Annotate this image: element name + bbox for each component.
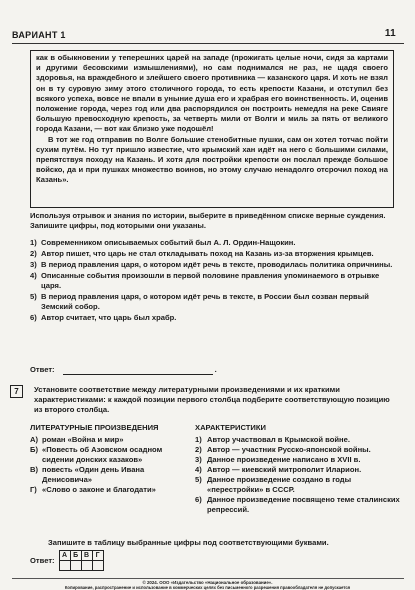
- q7-left-item: [30, 435, 180, 445]
- q7-answer-row: [30, 550, 104, 571]
- q6-intro: [30, 211, 398, 231]
- q7-answer-cell[interactable]: [92, 561, 103, 571]
- q7-table-letter: Б: [70, 551, 81, 561]
- footer-divider: [12, 578, 404, 579]
- source-paragraph-2: В тот же год отправив по Волге большие стенобитные пушки, сам он хотел тотчас пойти сухим путём. Но тут пришло известие, что крымский хан идёт на него с большими силами, препятствуя походу на Казань. И хотя для постройки крепости он послал прежде большое войско, да и при пушках множество воинов, но этому случаю ненадолго отсрочил поход на Казань».: [36, 134, 388, 185]
- q7-table-instruction: Запишите в таблицу выбранные цифры под соответствующими буквами.: [48, 538, 329, 547]
- q7-left-title: ЛИТЕРАТУРНЫЕ ПРОИЗВЕДЕНИЯ: [30, 423, 159, 432]
- q7-left-text: повесть «Один день Ивана Денисовича»: [42, 465, 145, 484]
- q7-answer-cell[interactable]: [70, 561, 81, 571]
- q6-option: [30, 292, 398, 312]
- q7-number-box: 7: [10, 385, 23, 398]
- q7-table-letter: В: [81, 551, 92, 561]
- q7-answer-cell[interactable]: [81, 561, 92, 571]
- q7-right-column: [195, 423, 400, 515]
- q7-right-text: Данное произведение создано в годы «перестройки» в СССР.: [207, 475, 352, 494]
- q6-option-number: 5): [30, 292, 37, 301]
- footer-copyright: © 2024. ООО «Издательство «Национальное образование».: [142, 580, 273, 585]
- q7-right-item: [195, 435, 400, 445]
- q7-right-item: [195, 495, 400, 515]
- q7-right-item: [195, 475, 400, 495]
- q6-option-text: Автор пишет, что царь не стал откладывать поход на Казань из-за вторжения крымцев.: [41, 249, 374, 258]
- q7-right-number: 4): [195, 465, 202, 474]
- q7-right-number: 1): [195, 435, 202, 444]
- q7-right-number: 3): [195, 455, 202, 464]
- source-paragraph-1: как в обыкновении у теперешних царей на западе (прожигать целые ночи, сидя за картами и другими бесовскими измышлениями), но сам поднимался не раз, не щадя своего здоровья, на враждебного и злейшего своего противника — казанского царя. И хоть не взял он в ту суровую зиму этого столичного города, то есть крепости Казани, и отступил без всякого успеха, вовсе не впали в уныние душа его и храбрая его воинственность. И, оценив положение города, через год или два распорядился он построить немедля на реке Свияге большую превосходную крепость, за четверть мили от Волги и миль за пять от великого города Казани, — вот как близко уже подошёл!: [36, 53, 388, 134]
- source-text-box: [30, 50, 394, 208]
- q6-option-number: 4): [30, 271, 37, 280]
- page-number: 11: [384, 28, 396, 39]
- q6-option-text: В период правления царя, о котором идёт речь в тексте, в России был созван первый Земский собор.: [41, 292, 369, 311]
- q6-answer-field[interactable]: [63, 365, 213, 375]
- q6-instruction: Запишите цифры, под которыми они указаны.: [30, 221, 207, 230]
- variant-label: ВАРИАНТ 1: [12, 30, 66, 40]
- q6-option-number: 1): [30, 238, 37, 247]
- q7-left-letter: Г): [30, 485, 37, 494]
- q6-option: [30, 313, 398, 323]
- q7-table-letter: А: [59, 551, 70, 561]
- q7-right-text: Автор — участник Русско-японской войны.: [207, 445, 371, 454]
- q7-left-item: [30, 485, 180, 495]
- q6-answer-end: .: [214, 365, 217, 374]
- q7-intro: Установите соответствие между литературными произведениями и их краткими характеристиками: к каждой позиции первого столбца подберите соответствующую позицию из второго столбца.: [34, 385, 390, 414]
- q7-left-letter: Б): [30, 445, 38, 454]
- q7-left-text: «Повесть об Азовском осадном сидении донских казаков»: [42, 445, 163, 464]
- q7-right-number: 2): [195, 445, 202, 454]
- q6-option: [30, 260, 398, 270]
- q6-intro-text: Используя отрывок и знания по истории, выберите в приведённом списке верные суждения.: [30, 211, 386, 220]
- q6-option: [30, 271, 398, 291]
- q7-right-text: Данное произведение посвящено теме сталинских репрессий.: [207, 495, 400, 514]
- q6-option-text: В период правления царя, о котором идёт речь в тексте, проводилась политика опричнины.: [41, 260, 393, 269]
- footer-notice: Копирование, распространение и использование в коммерческих целях без письменного разрешения правообладателя не допускается: [64, 585, 351, 590]
- q7-answer-cell[interactable]: [59, 561, 70, 571]
- q7-answer-table: [59, 550, 104, 571]
- q6-answer-label: Ответ:: [30, 365, 55, 374]
- q6-option-number: 3): [30, 260, 37, 269]
- q7-right-text: Автор — киевский митрополит Иларион.: [207, 465, 362, 474]
- q7-left-text: роман «Война и мир»: [42, 435, 124, 444]
- q6-option-text: Автор считает, что царь был храбр.: [41, 313, 177, 322]
- q6-answer-row: [30, 365, 398, 375]
- q7-table-letter: Г: [92, 551, 103, 561]
- header-divider: [12, 43, 404, 44]
- q7-answer-label: Ответ:: [30, 556, 55, 565]
- q6-option-number: 6): [30, 313, 37, 322]
- q7-left-item: [30, 465, 180, 485]
- q7-left-text: «Слово о законе и благодати»: [42, 485, 156, 494]
- q7-left-letter: В): [30, 465, 39, 474]
- q7-right-text: Данное произведение написано в XVII в.: [207, 455, 361, 464]
- q7-right-number: 6): [195, 495, 202, 504]
- q7-right-number: 5): [195, 475, 202, 484]
- q7-left-item: [30, 445, 180, 465]
- q6-option-text: Современником описываемых событий был А. Л. Ордин-Нащокин.: [41, 238, 296, 247]
- q6-option: [30, 249, 398, 259]
- q7-left-letter: А): [30, 435, 39, 444]
- q6-options-list: [30, 238, 398, 324]
- q7-left-column: [30, 423, 180, 495]
- q7-right-item: [195, 445, 400, 455]
- q7-right-item: [195, 465, 400, 475]
- q6-option: [30, 238, 398, 248]
- q6-option-text: Описанные события произошли в первой половине правления упоминаемого в отрывке царя.: [41, 271, 380, 290]
- q7-right-text: Автор участвовал в Крымской войне.: [207, 435, 350, 444]
- q7-right-item: [195, 455, 400, 465]
- q6-option-number: 2): [30, 249, 37, 258]
- q7-right-title: ХАРАКТЕРИСТИКИ: [195, 423, 266, 432]
